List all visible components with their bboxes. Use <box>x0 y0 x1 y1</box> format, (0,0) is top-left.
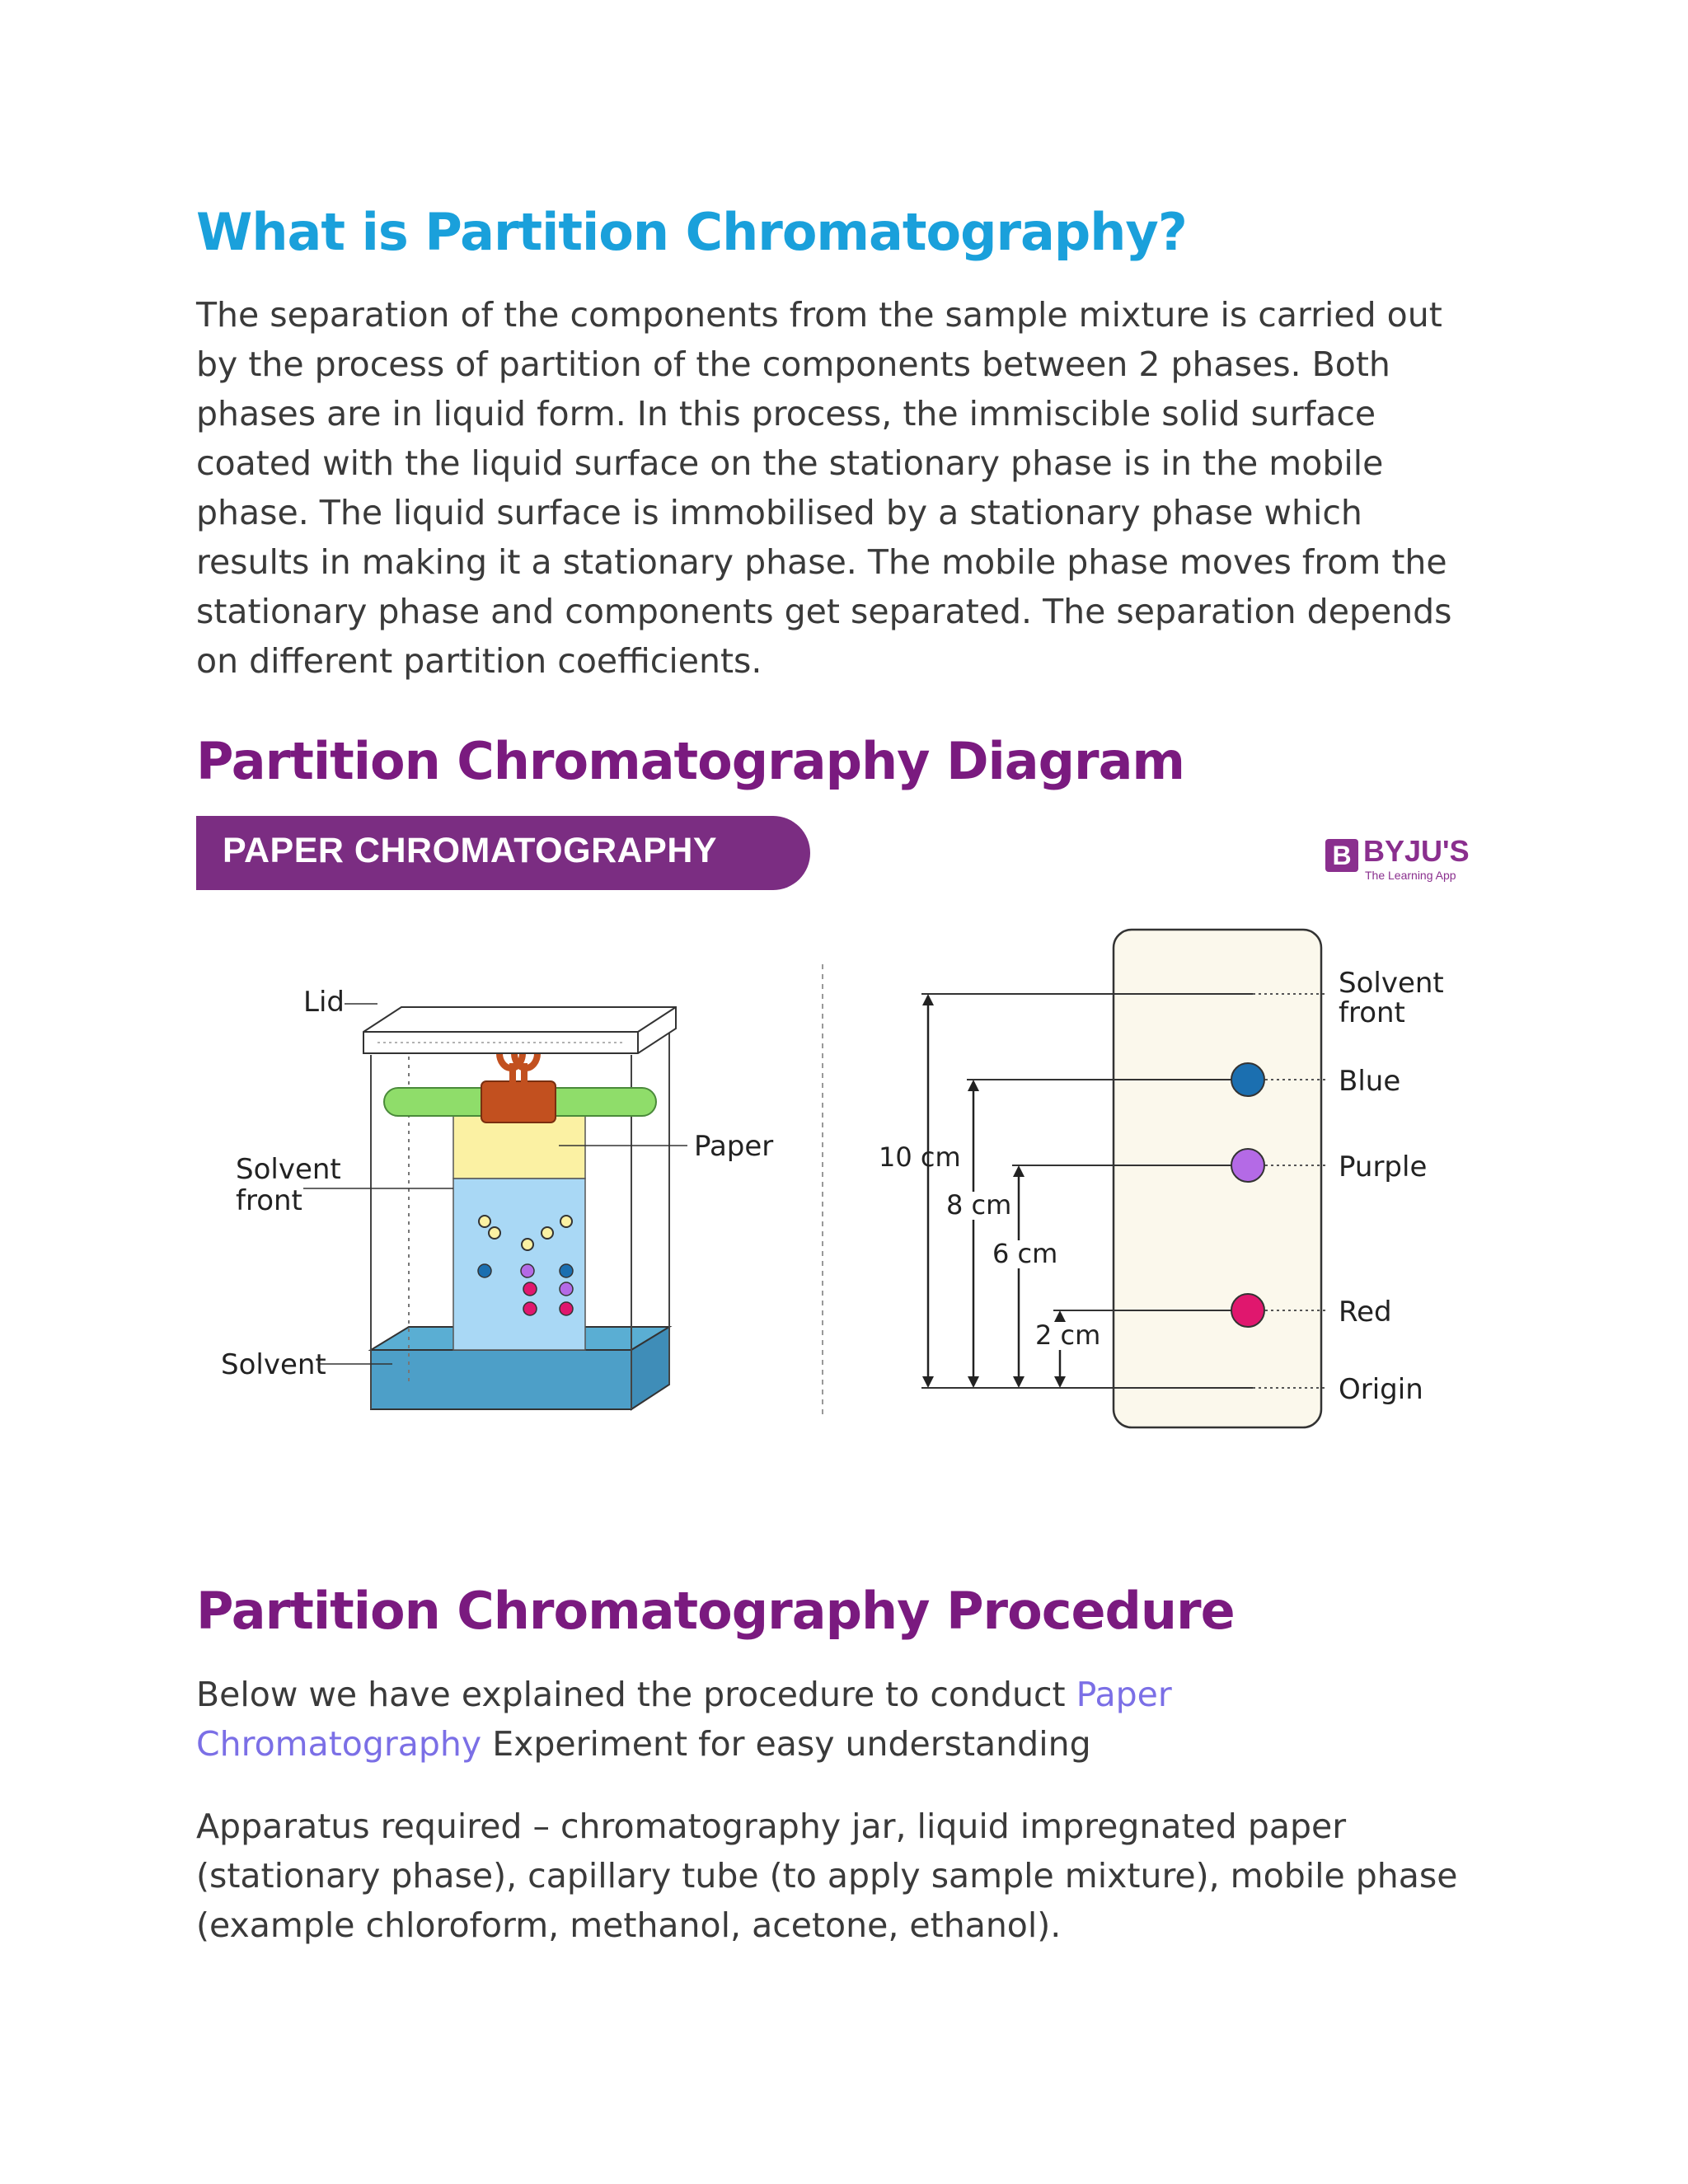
chromatography-diagram <box>196 816 1482 1442</box>
paper-strip <box>1114 930 1321 1427</box>
label-solvent-front-left-1: Solvent <box>236 1153 341 1186</box>
logo-mark: B <box>1325 839 1358 872</box>
distance-6cm: 6 cm <box>992 1238 1058 1269</box>
label-solvent-front-right-2: front <box>1339 996 1405 1029</box>
jar-apparatus <box>303 1004 687 1409</box>
label-origin: Origin <box>1339 1373 1423 1406</box>
apparatus-paragraph: Apparatus required – chromatography jar, liquid impregnated paper (stationary phase), capillary tube (to apply sample mixture), mobile phase (example chloroform, methanol, acetone, ethanol). <box>196 1807 1458 1945</box>
spot-red <box>1231 1294 1264 1327</box>
label-purple: Purple <box>1339 1151 1428 1183</box>
logo-tagline: The Learning App <box>1365 869 1456 882</box>
paper-clip <box>481 1081 556 1122</box>
label-paper: Paper <box>694 1130 774 1163</box>
developed-paper-strip <box>921 930 1325 1427</box>
label-solvent: Solvent <box>221 1348 326 1381</box>
figure-banner-text: PAPER CHROMATOGRAPHY <box>223 831 718 870</box>
jar-lid <box>363 1007 676 1053</box>
spot-purple <box>1231 1149 1264 1182</box>
definition-paragraph: The separation of the components from the sample mixture is carried out by the process of partition of the components between 2 phases. Both phases are in liquid form. In this process, the immiscible solid surface coated with the liquid surface on the stationary phase is in the mobile phase. The liquid surface is immobilised by a stationary phase which results in making it a stationary phase. The mobile phase moves from the stationary phase and components get separated. The separation depends on different partition coefficients. <box>196 295 1452 681</box>
distance-8cm: 8 cm <box>946 1189 1012 1221</box>
label-solvent-front-left-2: front <box>236 1184 302 1217</box>
label-blue: Blue <box>1339 1065 1401 1098</box>
procedure-intro-text: Below we have explained the procedure to conduct <box>196 1675 1076 1714</box>
distance-10cm: 10 cm <box>879 1141 961 1173</box>
paper-chromatography-link[interactable]: Paper Chromatography <box>196 1675 1172 1764</box>
label-red: Red <box>1339 1296 1392 1329</box>
section-heading-what-is: What is Partition Chromatography? <box>196 202 1187 262</box>
procedure-intro-text-end: Experiment for easy understanding <box>481 1724 1091 1764</box>
label-solvent-front-right-1: Solvent <box>1339 967 1444 1000</box>
label-lid: Lid <box>303 986 345 1019</box>
distance-2cm: 2 cm <box>1035 1319 1101 1351</box>
paper-chromatography-figure <box>196 816 1482 1442</box>
procedure-intro <box>196 1670 1210 1769</box>
spot-blue <box>1231 1063 1264 1096</box>
section-heading-diagram: Partition Chromatography Diagram <box>196 731 1185 791</box>
section-heading-procedure: Partition Chromatography Procedure <box>196 1581 1235 1641</box>
solvent-front-face <box>371 1350 631 1409</box>
logo-name: BYJU'S <box>1363 834 1470 868</box>
